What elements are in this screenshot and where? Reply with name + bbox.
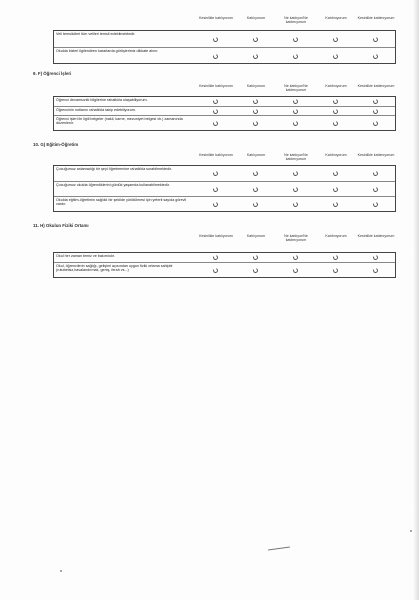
question-row bbox=[54, 196, 395, 211]
answer-radio[interactable] bbox=[252, 120, 258, 126]
question-table-11 bbox=[53, 252, 396, 278]
option-neutral: Ne katılıyor/Ne katılmıyorum bbox=[284, 84, 308, 93]
question-text: Öğrenci işleri ile ilgili belgeler (nakil, karne, mezuniyet belgesi vb.) zamanında düzenlenir. bbox=[56, 117, 183, 126]
answer-radio[interactable] bbox=[212, 186, 218, 192]
answer-radio[interactable] bbox=[372, 120, 378, 126]
answer-radio[interactable] bbox=[372, 267, 378, 273]
question-row bbox=[54, 97, 395, 106]
answer-radio[interactable] bbox=[292, 170, 298, 176]
answer-radio[interactable] bbox=[372, 170, 378, 176]
option-neutral: Ne katılıyor/Ne katılmıyorum bbox=[284, 153, 308, 162]
answer-radio[interactable] bbox=[372, 201, 378, 207]
option-neutral: Ne katılıyor/Ne katılmıyorum bbox=[284, 16, 308, 25]
section-title-9: 9. F) Öğrenci İşleri bbox=[33, 71, 72, 76]
answer-radio[interactable] bbox=[212, 201, 218, 207]
option-strongly-agree: Kesinlikle katılıyorum bbox=[199, 234, 233, 238]
answer-radio[interactable] bbox=[212, 53, 218, 59]
question-text: Öğrenci devamsızlık bilgilerine rahatlıkla ulaşabiliyorum. bbox=[56, 98, 148, 102]
section-title-10: 10. G) Eğitim-Öğretim bbox=[33, 142, 79, 147]
question-table-9 bbox=[53, 96, 396, 131]
question-row bbox=[54, 262, 395, 277]
answer-radio[interactable] bbox=[292, 53, 298, 59]
answer-radio[interactable] bbox=[252, 254, 258, 260]
section-title-11: 11. H) Okulun Fiziki Ortamı bbox=[33, 223, 89, 228]
answer-radio[interactable] bbox=[212, 120, 218, 126]
option-agree: Katılıyorum bbox=[246, 153, 266, 157]
question-text: Çocuğumuz okulda öğrendiklerini günlük yaşamda kullanabilmektedir. bbox=[56, 183, 170, 187]
answer-radio[interactable] bbox=[252, 36, 258, 42]
answer-radio[interactable] bbox=[252, 170, 258, 176]
answer-radio[interactable] bbox=[292, 267, 298, 273]
option-strongly-disagree: Kesinlikle katılmıyorum bbox=[357, 234, 395, 238]
answer-radio[interactable] bbox=[252, 53, 258, 59]
option-disagree: Katılmıyorum bbox=[325, 84, 347, 88]
answer-radio[interactable] bbox=[292, 254, 298, 260]
answer-radio[interactable] bbox=[252, 98, 258, 104]
option-strongly-agree: Kesinlikle katılıyorum bbox=[199, 153, 233, 157]
answer-radio[interactable] bbox=[332, 36, 338, 42]
answer-radio[interactable] bbox=[332, 120, 338, 126]
answer-radio[interactable] bbox=[292, 186, 298, 192]
question-row bbox=[54, 181, 395, 196]
question-text: Okul, öğrencilerin sağlığı, gelişimi açısından uygun fiziki ortama sahiptir (rutubetsiz,havalandırmalı, geniş, ferah vs...) bbox=[56, 264, 173, 273]
answer-radio[interactable] bbox=[252, 267, 258, 273]
question-row bbox=[54, 166, 395, 181]
answer-radio[interactable] bbox=[212, 108, 218, 114]
pen-mark bbox=[268, 546, 290, 550]
question-text: Öğrencinin notlarını rahatlıkla takip edebiliyorum. bbox=[56, 108, 136, 112]
question-row bbox=[54, 115, 395, 130]
answer-radio[interactable] bbox=[332, 108, 338, 114]
option-agree: Katılıyorum bbox=[246, 16, 266, 20]
answer-radio[interactable] bbox=[292, 98, 298, 104]
question-row bbox=[54, 253, 395, 262]
option-disagree: Katılmıyorum bbox=[325, 153, 347, 157]
options-header bbox=[196, 234, 396, 250]
answer-radio[interactable] bbox=[292, 120, 298, 126]
answer-radio[interactable] bbox=[332, 53, 338, 59]
question-text: Okulda eğitim-öğretimin sağlıklı bir şekilde yürütülmesi için yeterli sayıda görevli vardır. bbox=[56, 198, 187, 207]
answer-radio[interactable] bbox=[292, 108, 298, 114]
scan-speck bbox=[410, 530, 412, 532]
option-agree: Katılıyorum bbox=[246, 234, 266, 238]
question-text: Veli temsilcileri tüm velileri temsil edebilmektedir. bbox=[56, 32, 136, 36]
option-strongly-agree: Kesinlikle katılıyorum bbox=[199, 16, 233, 20]
question-table-0 bbox=[53, 30, 396, 64]
answer-radio[interactable] bbox=[332, 201, 338, 207]
answer-radio[interactable] bbox=[332, 186, 338, 192]
question-text: Okulda bizleri ilgilendiren kararlarda görüşlerimiz dikkate alınır. bbox=[56, 49, 159, 53]
answer-radio[interactable] bbox=[212, 170, 218, 176]
answer-radio[interactable] bbox=[372, 36, 378, 42]
question-row bbox=[54, 47, 395, 63]
answer-radio[interactable] bbox=[372, 53, 378, 59]
question-text: Çocuğumuz anlamadığı bir şeyi öğretmenine rahatlıkla sorabilmektedir. bbox=[56, 167, 173, 171]
question-table-10 bbox=[53, 165, 396, 212]
option-neutral: Ne katılıyor/Ne katılmıyorum bbox=[284, 234, 308, 243]
answer-radio[interactable] bbox=[332, 267, 338, 273]
answer-radio[interactable] bbox=[252, 186, 258, 192]
question-text: Okul her zaman temiz ve bakımlıdır. bbox=[56, 254, 115, 258]
answer-radio[interactable] bbox=[212, 267, 218, 273]
answer-radio[interactable] bbox=[372, 186, 378, 192]
option-disagree: Katılmıyorum bbox=[325, 16, 347, 20]
answer-radio[interactable] bbox=[292, 201, 298, 207]
option-strongly-agree: Kesinlikle katılıyorum bbox=[199, 84, 233, 88]
option-strongly-disagree: Kesinlikle katılmıyorum bbox=[357, 84, 395, 88]
page-edge-shadow bbox=[413, 0, 419, 600]
answer-radio[interactable] bbox=[332, 98, 338, 104]
answer-radio[interactable] bbox=[332, 170, 338, 176]
answer-radio[interactable] bbox=[292, 36, 298, 42]
scan-speck bbox=[60, 570, 62, 572]
option-strongly-disagree: Kesinlikle katılmıyorum bbox=[357, 16, 395, 20]
option-agree: Katılıyorum bbox=[246, 84, 266, 88]
option-strongly-disagree: Kesinlikle katılmıyorum bbox=[357, 153, 395, 157]
option-disagree: Katılmıyorum bbox=[325, 234, 347, 238]
answer-radio[interactable] bbox=[252, 108, 258, 114]
answer-radio[interactable] bbox=[372, 108, 378, 114]
answer-radio[interactable] bbox=[212, 36, 218, 42]
answer-radio[interactable] bbox=[372, 98, 378, 104]
answer-radio[interactable] bbox=[252, 201, 258, 207]
question-row bbox=[54, 106, 395, 115]
answer-radio[interactable] bbox=[372, 254, 378, 260]
answer-radio[interactable] bbox=[332, 254, 338, 260]
answer-radio[interactable] bbox=[212, 254, 218, 260]
answer-radio[interactable] bbox=[212, 98, 218, 104]
question-row bbox=[54, 31, 395, 47]
